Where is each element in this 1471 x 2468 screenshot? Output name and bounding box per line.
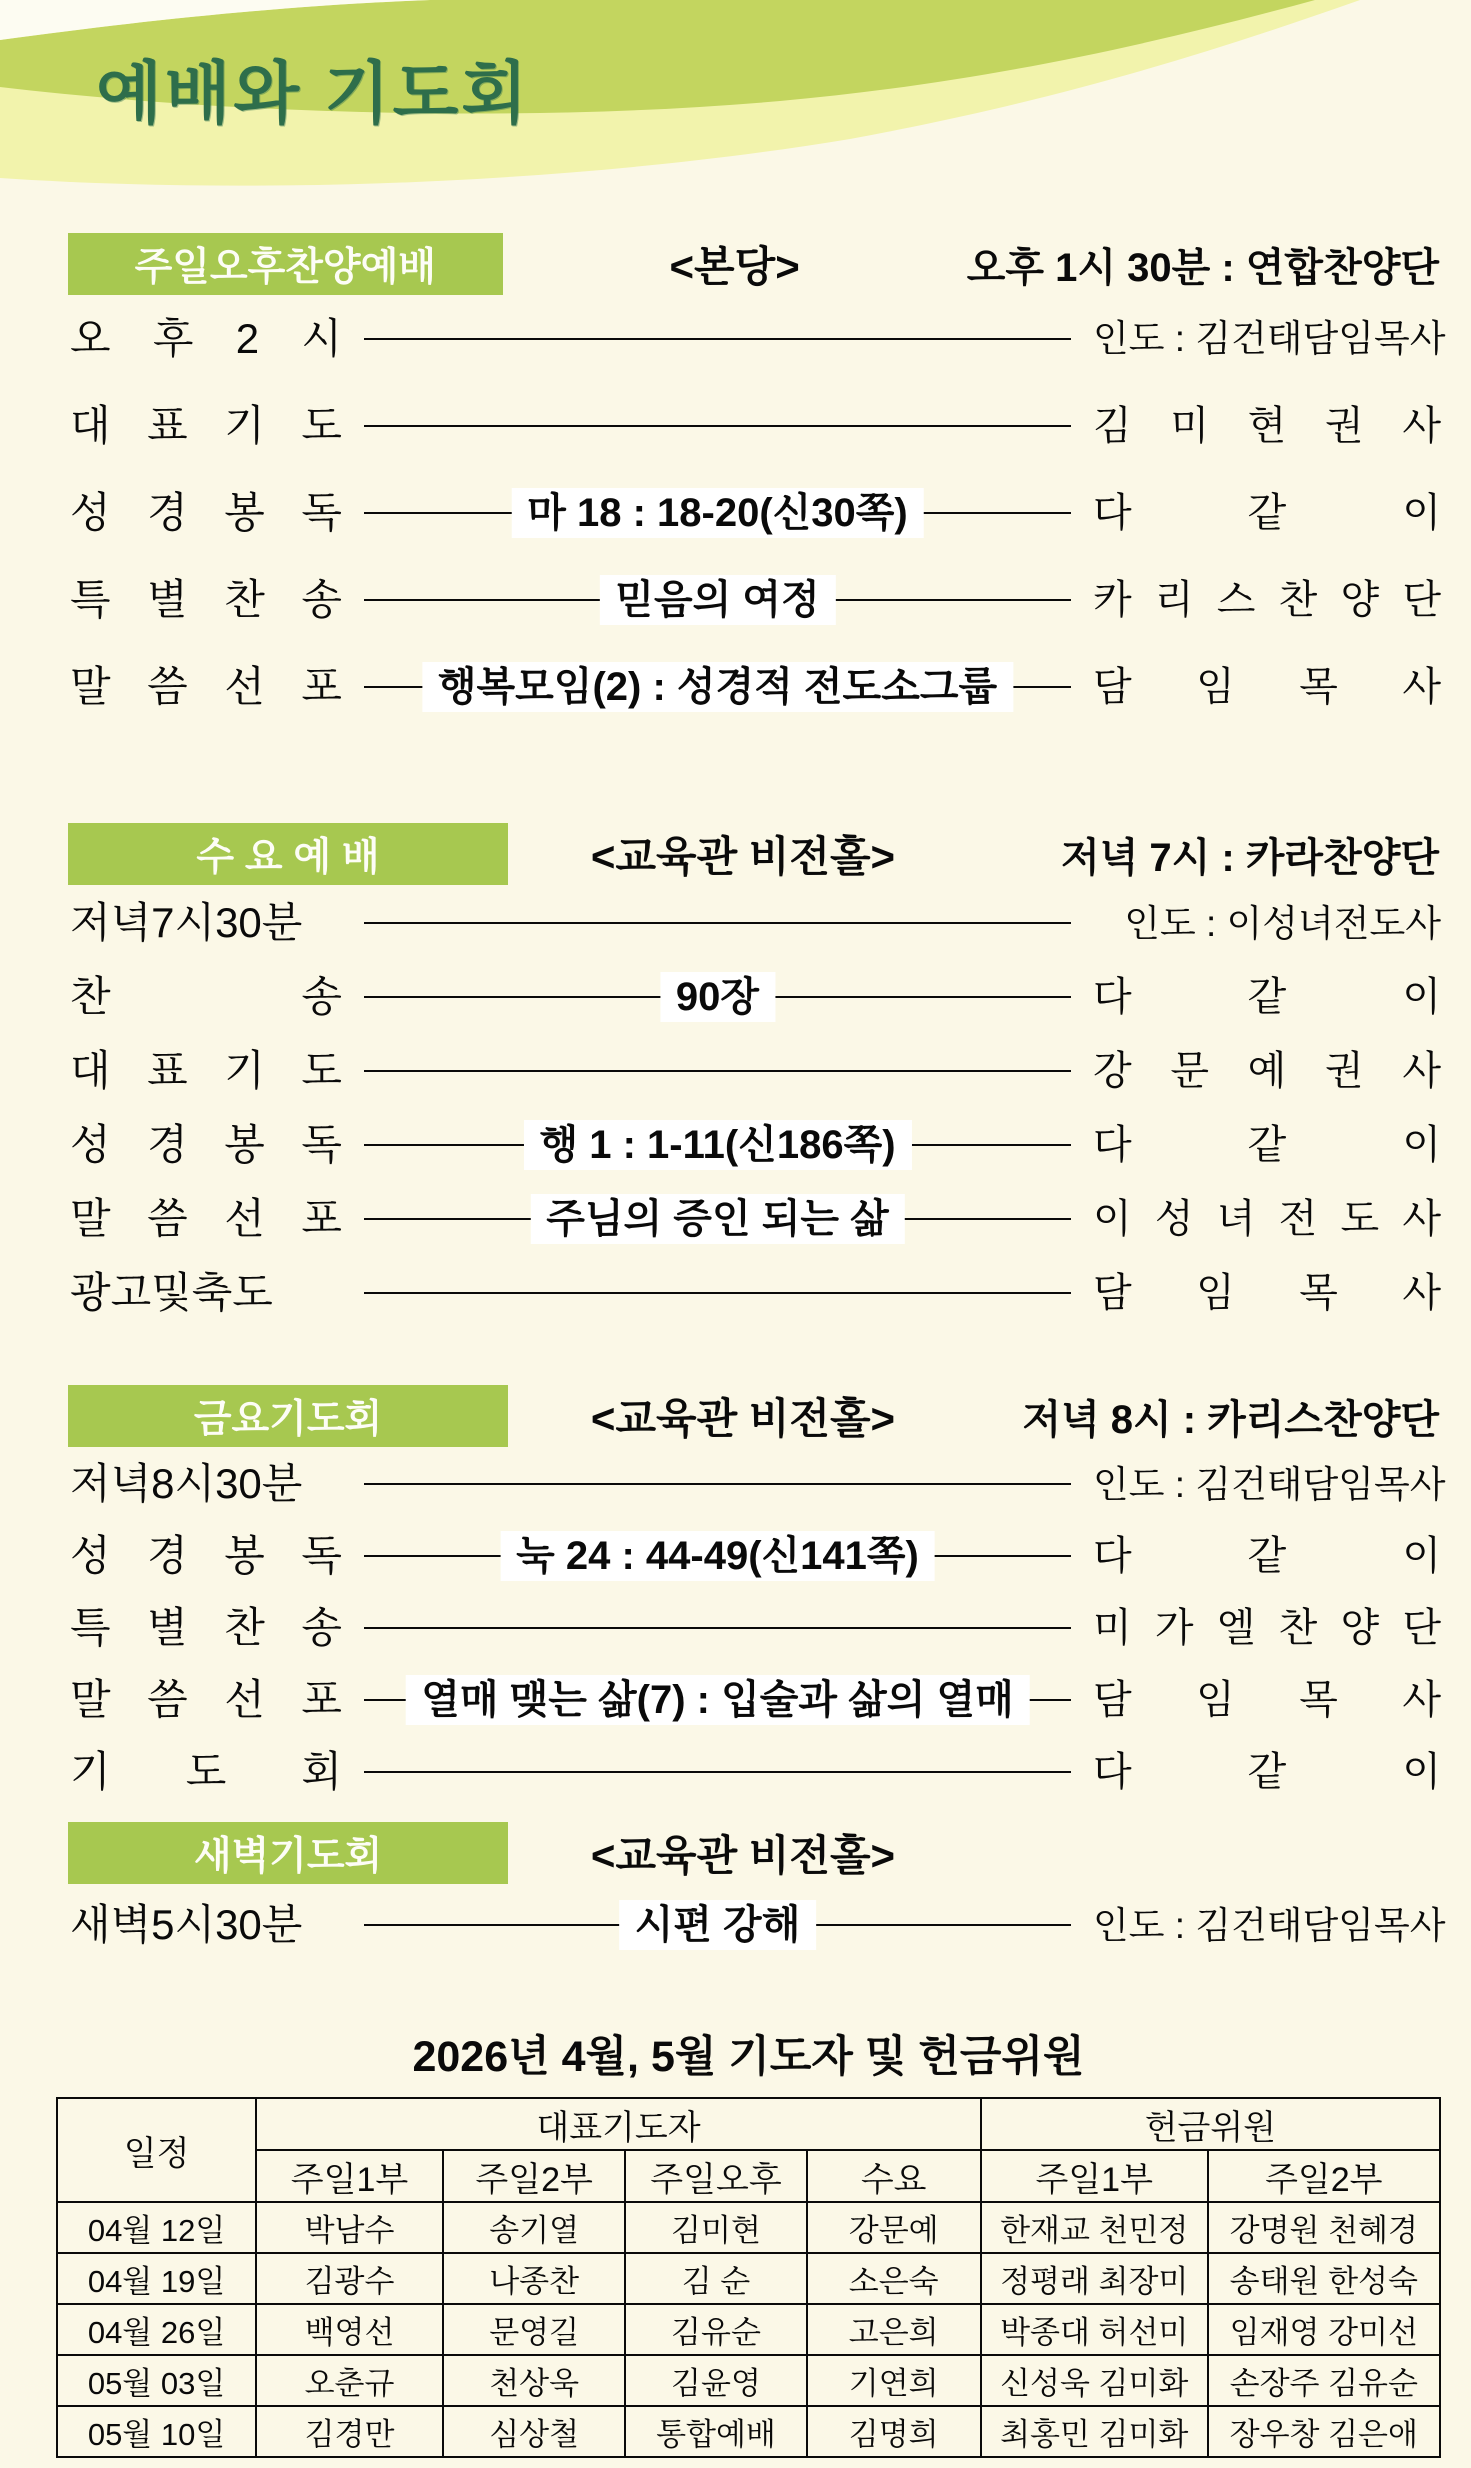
leader-line [364, 975, 1071, 1019]
duty-cell: 손장주 김유순 [1208, 2355, 1440, 2406]
table-row [57, 2355, 1440, 2406]
order-label: 대 표 기 도 [70, 401, 342, 449]
table-row [57, 2406, 1440, 2457]
duty-cell: 김경만 [256, 2406, 443, 2457]
duty-cell: 장우창 김은애 [1208, 2406, 1440, 2457]
order-content: 마 18 : 18-20(신30쪽) [511, 488, 924, 538]
section-dawn [56, 1821, 1446, 1965]
order-row [56, 382, 1441, 469]
duty-cell: 임재영 강미선 [1208, 2304, 1440, 2355]
duty-cell: 강문예 [807, 2202, 981, 2253]
table-row [57, 2304, 1440, 2355]
section-badge: 금요기도회 [68, 1385, 508, 1447]
order-row [56, 295, 1446, 382]
order-person: 담 임 목 사 [1093, 1271, 1441, 1315]
order-label: 말 씀 선 포 [70, 662, 342, 710]
duty-cell: 김명희 [807, 2406, 981, 2457]
section-schedule: 오후 1시 30분 : 연합찬양단 [966, 245, 1439, 290]
order-row [56, 1520, 1441, 1592]
section-badge: 새벽기도회 [68, 1822, 508, 1884]
order-label: 성 경 봉 독 [70, 1532, 342, 1579]
duty-cell: 최홍민 김미화 [981, 2406, 1208, 2457]
order-label: 새벽5시30분 [70, 1901, 303, 1948]
leader-line [364, 664, 1071, 709]
order-person: 다 같 이 [1093, 975, 1441, 1019]
section-badge: 주일오후찬양예배 [68, 233, 503, 295]
order-row [56, 643, 1441, 730]
leader-line [364, 1483, 1071, 1485]
order-content: 눅 24 : 44-49(신141쪽) [500, 1531, 935, 1581]
order-row [56, 1664, 1441, 1736]
duty-cell: 04월 12일 [57, 2202, 256, 2253]
order-label: 기 도 회 [70, 1748, 342, 1795]
duty-cell: 김윤영 [625, 2355, 806, 2406]
duty-cell: 천상욱 [443, 2355, 626, 2406]
leader-line [364, 1534, 1071, 1578]
duty-cell: 백영선 [256, 2304, 443, 2355]
section-friday [56, 1384, 1446, 1808]
order-content: 행 1 : 1-11(신186쪽) [523, 1120, 911, 1170]
order-row [56, 1256, 1441, 1330]
order-label: 말 씀 선 포 [70, 1676, 342, 1723]
order-person: 인도 : 김건태담임목사 [1093, 1463, 1446, 1505]
order-row [56, 886, 1441, 960]
duty-cell: 신성욱 김미화 [981, 2355, 1208, 2406]
order-content: 열매 맺는 삶(7) : 입술과 삶의 열매 [405, 1675, 1030, 1725]
order-person: 다 같 이 [1093, 1534, 1441, 1578]
subheader-cell: 주일오후 [625, 2150, 806, 2202]
duty-cell: 04월 19일 [57, 2253, 256, 2304]
table-subheader-row [57, 2150, 1440, 2202]
order-label: 저녁8시30분 [70, 1460, 303, 1507]
section-wednesday [56, 822, 1441, 1330]
order-person: 김 미 현 권 사 [1093, 403, 1441, 448]
header-prayer-group: 대표기도자 [256, 2098, 981, 2150]
order-row [56, 1736, 1441, 1808]
order-row [56, 1034, 1441, 1108]
duty-cell: 오춘규 [256, 2355, 443, 2406]
subheader-cell: 주일1부 [981, 2150, 1208, 2202]
order-content: 90장 [660, 972, 775, 1022]
order-row [56, 556, 1441, 643]
order-label: 성 경 봉 독 [70, 488, 342, 536]
leader-line [364, 577, 1071, 622]
duty-cell: 박종대 허선미 [981, 2304, 1208, 2355]
duty-cell: 김광수 [256, 2253, 443, 2304]
leader-line [364, 1070, 1071, 1072]
order-person: 인도 : 김건태담임목사 [1093, 318, 1446, 359]
leader-line [364, 922, 1071, 924]
leader-line [364, 1678, 1071, 1722]
duty-table-title: 2026년 4월, 5월 기도자 및 헌금위원 [412, 2032, 1085, 2081]
order-label: 특 별 찬 송 [70, 1604, 342, 1651]
section-header [56, 822, 1441, 886]
duty-cell: 소은숙 [807, 2253, 981, 2304]
leader-line [364, 1292, 1071, 1294]
order-label: 오 후 2 시 [70, 314, 342, 362]
section-venue: <교육관 비전홀> [590, 1395, 896, 1442]
section-venue: <본당> [669, 243, 800, 290]
order-person: 강 문 예 권 사 [1093, 1049, 1441, 1093]
table-row [57, 2202, 1440, 2253]
duty-cell: 05월 10일 [57, 2406, 256, 2457]
order-row [56, 1592, 1441, 1664]
order-row [56, 960, 1441, 1034]
order-label: 저녁7시30분 [70, 899, 303, 946]
order-row [56, 1885, 1446, 1965]
duty-cell: 심상철 [443, 2406, 626, 2457]
section-header [56, 233, 1441, 295]
leader-line [364, 490, 1071, 535]
duty-cell: 기연희 [807, 2355, 981, 2406]
duty-cell: 한재교 천민정 [981, 2202, 1208, 2253]
subheader-cell: 수요 [807, 2150, 981, 2202]
order-label: 대 표 기 도 [70, 1047, 342, 1094]
duty-cell: 나종찬 [443, 2253, 626, 2304]
order-label: 찬 송 [70, 973, 342, 1020]
leader-line [364, 338, 1071, 340]
leader-line [364, 1903, 1071, 1947]
order-label: 특 별 찬 송 [70, 575, 342, 623]
leader-line [364, 1123, 1071, 1167]
order-label: 성 경 봉 독 [70, 1121, 342, 1168]
duty-cell: 04월 26일 [57, 2304, 256, 2355]
order-person: 미 가 엘 찬 양 단 [1093, 1606, 1441, 1650]
leader-line [364, 1197, 1071, 1241]
section-venue: <교육관 비전홀> [590, 833, 896, 880]
order-person: 담 임 목 사 [1093, 1678, 1441, 1722]
duty-cell: 송태원 한성숙 [1208, 2253, 1440, 2304]
duty-cell: 김 순 [625, 2253, 806, 2304]
order-content: 믿음의 여정 [599, 575, 835, 625]
subheader-cell: 주일2부 [1208, 2150, 1440, 2202]
order-person: 담 임 목 사 [1093, 664, 1441, 709]
page-title: 예배와 기도회 [96, 56, 531, 132]
duty-cell: 송기열 [443, 2202, 626, 2253]
order-person: 다 같 이 [1093, 490, 1441, 535]
section-badge: 수 요 예 배 [68, 823, 508, 885]
duty-cell: 강명원 천혜경 [1208, 2202, 1440, 2253]
subheader-cell: 주일2부 [443, 2150, 626, 2202]
order-content: 시편 강해 [619, 1900, 817, 1950]
order-content: 행복모임(2) : 성경적 전도소그룹 [422, 662, 1013, 712]
duty-cell: 김미현 [625, 2202, 806, 2253]
order-content: 주님의 증인 되는 삶 [530, 1194, 904, 1244]
leader-line [364, 1771, 1071, 1773]
header-offering-group: 헌금위원 [981, 2098, 1440, 2150]
order-person: 카 리 스 찬 양 단 [1093, 577, 1441, 622]
duty-cell: 문영길 [443, 2304, 626, 2355]
order-label: 광고및축도 [70, 1269, 273, 1316]
duty-cell: 05월 03일 [57, 2355, 256, 2406]
order-label: 말 씀 선 포 [70, 1195, 342, 1242]
duty-cell: 통합예배 [625, 2406, 806, 2457]
duty-cell: 김유순 [625, 2304, 806, 2355]
order-person: 다 같 이 [1093, 1123, 1441, 1167]
duty-table [56, 2097, 1441, 2458]
duty-cell: 고은희 [807, 2304, 981, 2355]
header-banner [0, 0, 1471, 225]
order-person: 이 성 녀 전 도 사 [1093, 1197, 1441, 1241]
leader-line [364, 425, 1071, 427]
order-row [56, 1448, 1446, 1520]
section-header [56, 1384, 1441, 1448]
duty-cell: 정평래 최장미 [981, 2253, 1208, 2304]
bulletin-content [0, 233, 1471, 2458]
header-schedule: 일정 [57, 2098, 256, 2202]
section-venue: <교육관 비전홀> [590, 1832, 896, 1879]
order-row [56, 469, 1441, 556]
order-row [56, 1182, 1441, 1256]
order-person: 인도 : 김건태담임목사 [1093, 1904, 1446, 1946]
section-sunday-afternoon [56, 233, 1446, 730]
leader-line [364, 1627, 1071, 1629]
order-person: 인도 : 이성녀전도사 [1124, 902, 1441, 944]
order-row [56, 1108, 1441, 1182]
section-schedule: 저녁 7시 : 카라찬양단 [1060, 835, 1439, 880]
duty-cell: 박남수 [256, 2202, 443, 2253]
section-schedule: 저녁 8시 : 카리스찬양단 [1022, 1397, 1439, 1442]
table-row [57, 2253, 1440, 2304]
subheader-cell: 주일1부 [256, 2150, 443, 2202]
order-person: 다 같 이 [1093, 1750, 1441, 1794]
section-header [56, 1821, 1441, 1885]
table-header-row [57, 2098, 1440, 2150]
